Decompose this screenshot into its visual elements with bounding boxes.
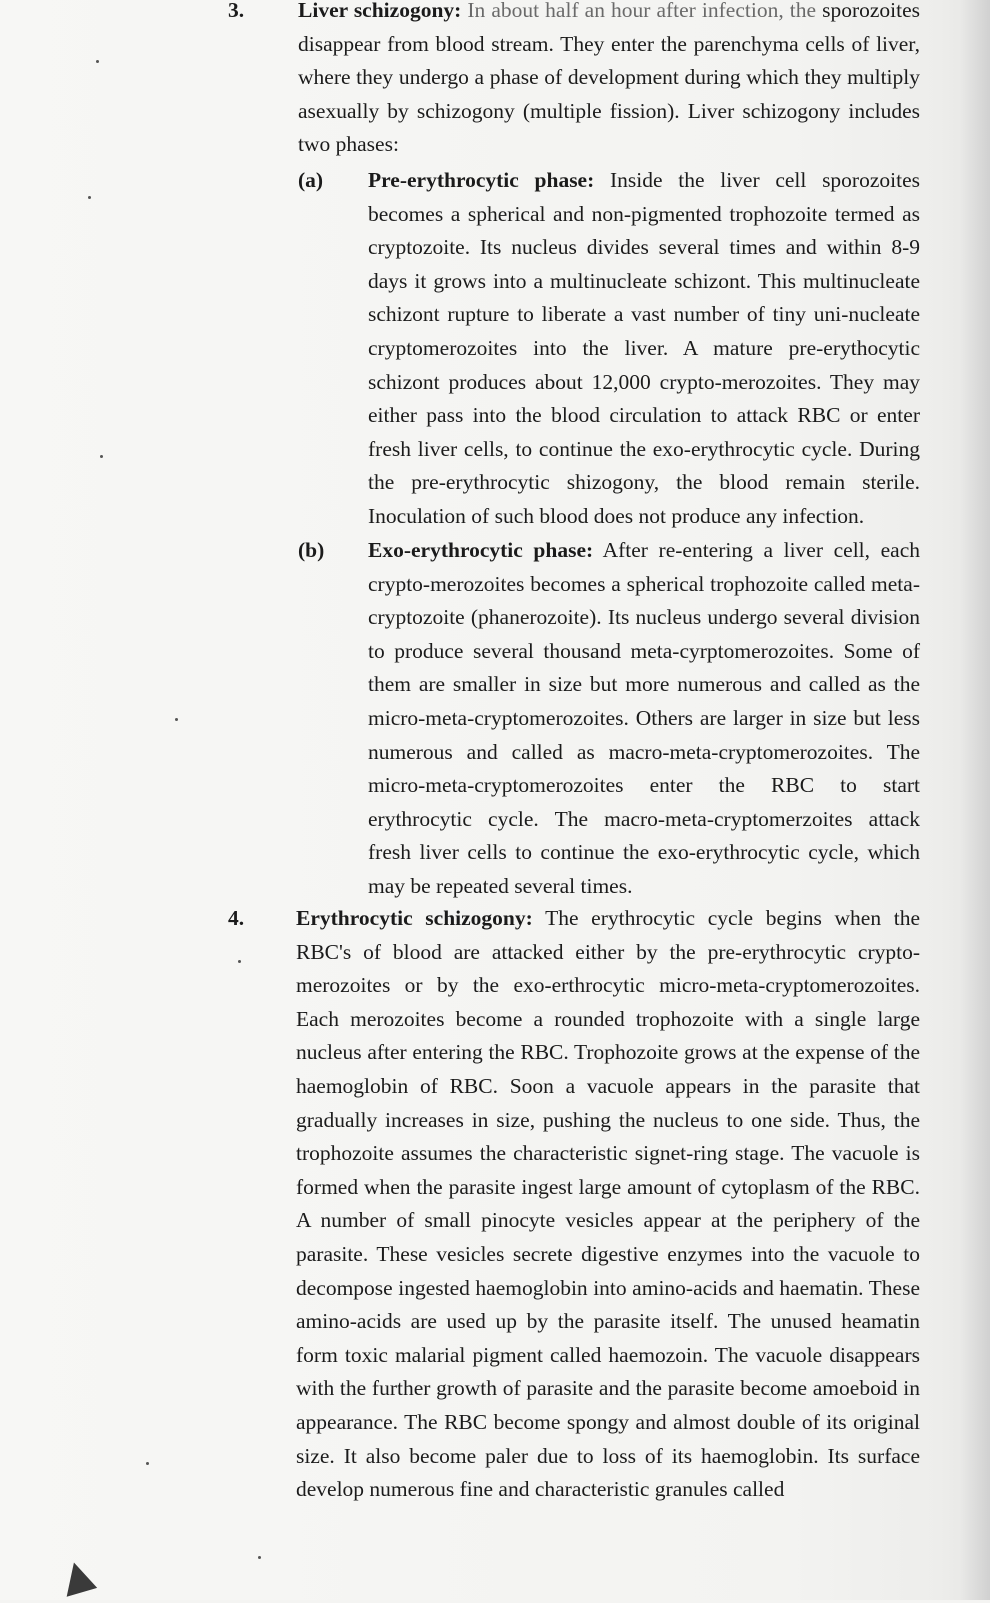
scan-speck <box>258 1556 261 1559</box>
subsection-b-heading: Exo-erythrocytic phase: <box>368 538 594 562</box>
subsection-b-label: (b) <box>298 538 325 562</box>
section-3-paragraph <box>298 0 920 162</box>
section-3-number: 3. <box>228 0 245 22</box>
subsection-b-paragraph <box>368 534 920 904</box>
section-3-body: sporozoites disappear from blood stream. They enter the parenchyma cells of liver, where they undergo a phase of development during which they multiply asexually by schizogony (multiple fission). Liver schizogony includes two phases: <box>298 0 921 157</box>
scan-speck <box>238 960 241 963</box>
section-4-heading: Erythrocytic schizogony: <box>296 906 533 930</box>
scan-speck <box>146 1462 149 1465</box>
subsection-a-text: Inside the liver cell sporozoites becomes a spherical and non-pigmented trophozoite termed as cryptozoite. Its nucleus divides several times and within 8-9 days it grows into a multinucleate schizont. This multinucleate schizont rupture to liberate a vast number of tiny uni-nucleate cryptomerozoites into the liver. A mature pre-erythocytic schizont produces about 12,000 crypto-merozoites. They may either pass into the blood circulation to attack RBC or enter fresh liver cells, to continue the exo-erythrocytic cycle. During the pre-erythrocytic shizogony, the blood remain sterile. Inoculation of such blood does not produce any infection. <box>368 168 920 528</box>
subsection-a-heading: Pre-erythrocytic phase: <box>368 168 595 192</box>
section-4-number: 4. <box>228 906 245 930</box>
subsection-b-text: After re-entering a liver cell, each crypto-merozoites becomes a spherical trophozoite called meta-cryptozoite (phanerozoite). Its nucleus undergo several division to produce several thousand meta-cyrptomerozoites. Some of them are smaller in size but more numerous and called as the micro-meta-cryptomerozoites. Others are larger in size but less numerous and called as macro-meta-cryptomerozoites. The micro-meta-cryptomerozoites enter the RBC to start erythrocytic cycle. The macro-meta-cryptomerzoites attack fresh liver cells to continue the exo-erythrocytic cycle, which may be repeated several times. <box>368 538 920 898</box>
section-3-intro: In about half an hour after infection, the <box>467 0 817 22</box>
subsection-a-label: (a) <box>298 168 324 192</box>
subsection-a-paragraph <box>368 164 920 534</box>
section-4-text: The erythrocytic cycle begins when the RBC's of blood are attacked either by the pre-erythrocytic crypto-merozoites or by the exo-erthrocytic micro-meta-cryptomerozoites. Each merozoites become a rounded trophozoite with a single large nucleus after entering the RBC. Trophozoite grows at the expense of the haemoglobin of RBC. Soon a vacuole appears in the parasite that gradually increases in size, pushing the nucleus to one side. Thus, the trophozoite assumes the characteristic signet-ring stage. The vacuole is formed when the parasite ingest large amount of cytoplasm of the RBC. A number of small pinocyte vesicles appear at the periphery of the parasite. These vesicles secrete digestive enzymes into the vacuole to decompose ingested haemoglobin into amino-acids and haematin. These amino-acids are used up by the parasite itself. The unused heamatin form toxic malarial pigment called haemozoin. The vacuole disappears with the further growth of parasite and the parasite become amoeboid in appearance. The RBC become spongy and almost double of its original size. It also become paler due to loss of its haemoglobin. Its surface develop numerous fine and characteristic granules called <box>296 906 920 1502</box>
scan-speck <box>96 60 99 63</box>
scan-speck <box>100 455 103 458</box>
scan-speck <box>175 718 178 721</box>
section-4-paragraph <box>296 902 920 1507</box>
section-3-heading: Liver schizogony: <box>298 0 462 22</box>
page-edge-shadow <box>960 0 990 1600</box>
scan-speck <box>88 196 91 199</box>
corner-mark <box>67 1562 102 1602</box>
